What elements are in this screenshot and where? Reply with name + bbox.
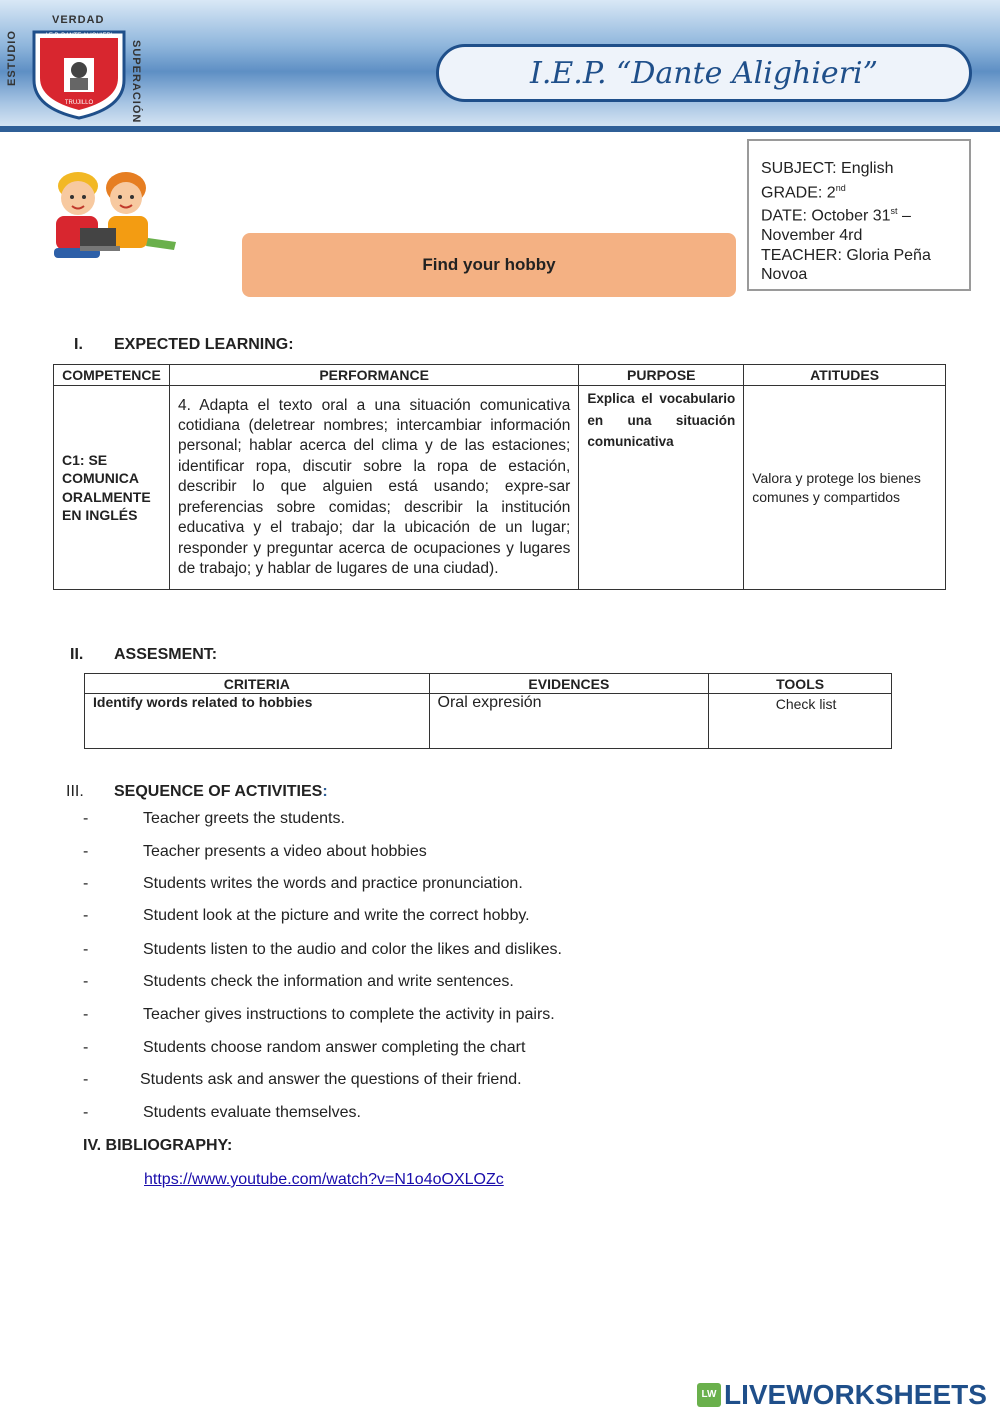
teacher-line-2: Novoa [761,266,808,284]
section4-heading: IV. BIBLIOGRAPHY: [83,1137,233,1154]
kids-illustration [50,168,180,262]
section3-heading: SEQUENCE OF ACTIVITIES: [114,783,328,800]
lesson-title: Find your hobby [242,233,736,297]
attitudes-cell: Valora y protege los bienes comunes y compartidos [744,386,946,590]
column-header: CRITERIA [85,674,430,694]
activity-item: - Students writes the words and practice pronunciation. [83,875,523,892]
column-header: ATITUDES [744,365,946,386]
crest-left-text: ESTUDIO [6,30,18,86]
section1-number: I. [74,336,83,353]
school-crest-logo [30,28,128,120]
activity-item: - Student look at the picture and write the correct hobby. [83,907,530,924]
date-line: DATE: October 31st – [761,206,911,225]
crest-top-text: VERDAD [52,14,105,26]
section2-number: II. [70,646,84,663]
liveworksheets-brand [697,1379,987,1411]
activity-item: - Teacher greets the students. [83,810,345,827]
brand-text: LIVEWORKSHEETS [724,1379,987,1410]
column-header: COMPETENCE [54,365,170,386]
section1-heading: EXPECTED LEARNING: [114,336,294,353]
assessment-table [84,673,892,749]
crest-right-text: SUPERACIÓN [130,40,142,124]
crest-bottom-text: TRUJILLO [64,100,94,106]
competence-cell: C1: SE COMUNICA ORALMENTE EN INGLÉS [54,386,170,590]
expected-learning-table [53,364,946,590]
purpose-cell: Explica el vocabulario en una situación comunicativa [579,386,744,590]
column-header: TOOLS [709,674,892,694]
date-line-2: November 4rd [761,227,863,245]
activity-item: - Teacher presents a video about hobbies [83,843,427,860]
activity-item: - Students choose random answer completing the chart [83,1039,526,1056]
column-header: PERFORMANCE [169,365,578,386]
crest-inner-text: I.E.P. DANTE ALIGHIERI [45,33,113,39]
activity-item: - Students check the information and write sentences. [83,973,514,990]
teacher-line: TEACHER: Gloria Peña [761,246,931,264]
info-box [747,139,971,291]
activity-item: - Students ask and answer the questions of their friend. [83,1071,522,1088]
bibliography-link[interactable]: https://www.youtube.com/watch?v=N1o4oOXLOZc [144,1171,504,1188]
activity-item: - Teacher gives instructions to complete the activity in pairs. [83,1006,555,1023]
activity-item: - Students evaluate themselves. [83,1104,361,1121]
column-header: EVIDENCES [429,674,709,694]
brand-badge-icon: LW [697,1383,721,1407]
column-header: PURPOSE [579,365,744,386]
grade-line: GRADE: 2nd [761,182,846,201]
evidences-cell: Oral expresión [429,694,709,749]
tools-cell: Check list [709,694,892,749]
activity-item: - Students listen to the audio and color the likes and dislikes. [83,941,562,958]
school-name-title: I.E.P. “Dante Alighieri” [436,44,972,102]
criteria-cell: Identify words related to hobbies [85,694,430,749]
performance-cell: 4. Adapta el texto oral a una situación comunicativa cotidiana (deletrear nombres; intercambiar información personal; hablar acerca del clima y de las estaciones; identificar ropa, discutir sobre la ropa de estación, describir lo que alguien está usando; expre-sar preferencias sobre comidas; describir la institución educativa y el trabajo; dar la ubicación de un lugar; responder y preguntar acerca de ocupaciones y lugares de trabajo; y hablar de lugares de una ciudad). [169,386,578,590]
header-divider [0,126,1000,132]
section3-number: III. [66,783,84,800]
section2-heading: ASSESMENT: [114,646,218,663]
subject-line: SUBJECT: English [761,160,894,177]
